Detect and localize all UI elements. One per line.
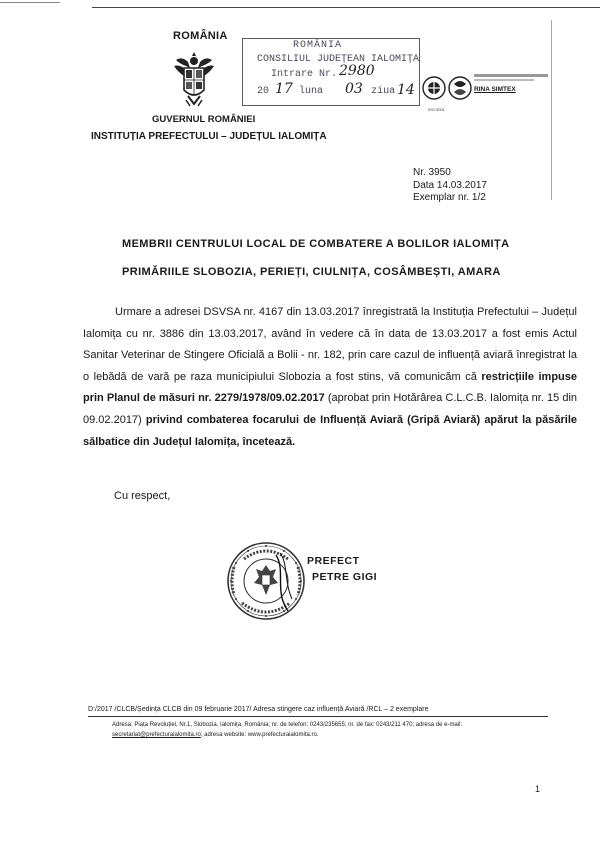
iso-label: ISO 9001 bbox=[428, 107, 445, 112]
stamp-entry-label: Intrare Nr. bbox=[271, 69, 338, 80]
coat-of-arms-icon bbox=[172, 50, 216, 108]
scan-artifact bbox=[92, 7, 600, 8]
handwritten-entry-number: 2980 bbox=[339, 63, 375, 79]
signatory-name: PETRE GIGI bbox=[312, 571, 378, 583]
stamp-council: CONSILIUL JUDEȚEAN IALOMIȚA bbox=[257, 54, 420, 65]
stamp-month-label: luna bbox=[299, 86, 324, 97]
institution-label: INSTITUȚIA PREFECTULUI – JUDEȚUL IALOMIȚA bbox=[91, 131, 327, 142]
body-text-2: (aprobat prin Hotărârea C.L.C.B. Ialomița nr. 15 din 09.02.2017) bbox=[83, 392, 578, 426]
signatory-title: PREFECT bbox=[307, 555, 360, 567]
closing-salutation: Cu respect, bbox=[114, 490, 171, 502]
registration-stamp bbox=[242, 38, 420, 106]
footer-address bbox=[112, 720, 548, 740]
handwritten-day: 14 bbox=[397, 82, 415, 98]
footer-divider bbox=[88, 716, 548, 717]
body-bold-1: restricțiile impuse prin Planul de măsuri nr. 2279/1978/09.02.2017 bbox=[83, 370, 577, 405]
page-number: 1 bbox=[535, 784, 541, 794]
reference-number: Nr. 3950 bbox=[413, 167, 451, 178]
handwritten-year: 17 bbox=[275, 81, 293, 97]
recipient-line-1: MEMBRII CENTRULUI LOCAL DE COMBATERE A BOLILOR IALOMIȚA bbox=[122, 238, 510, 250]
government-label: GUVERNUL ROMÂNIEI bbox=[152, 114, 256, 125]
body-paragraph bbox=[83, 302, 577, 453]
body-text-1: Urmare a adresei DSVSA nr. 4167 din 13.03.2017 înregistrată la Instituția Prefectului – Județul Ialomița cu nr. 3886 din 13.03.2017, având în vedere că în data de 13.03.2017 a fost emis Actul Sanitar Veterinar de Stingere Oficială a Bolii - nr. 182, prin care cazul de influență aviară înregistrat la o lebădă de vară pe raza municipiului Slobozia a fost stins, vă comunicăm că bbox=[83, 306, 577, 383]
file-path-note: D:/2017 /CLCB/Ședința CLCB din 09 februarie 2017/ Adresa stingere caz influență Aviară /RCL – 2 exemplare bbox=[88, 706, 429, 713]
scan-artifact bbox=[0, 2, 60, 3]
reference-block bbox=[413, 167, 487, 205]
scan-artifact bbox=[551, 20, 552, 200]
website-text: ; adresa website: www.prefecturaialomita.ro. bbox=[200, 732, 319, 738]
official-seal-icon bbox=[226, 541, 306, 621]
country-title: ROMÂNIA bbox=[173, 30, 228, 42]
email-link[interactable]: secretariat@prefecturaialomita.ro bbox=[112, 732, 201, 738]
body-bold-2: privind combaterea focarului de Influență Aviară (Gripă Aviară) apărut la păsările sălbatice din Județul Ialomița, încetează. bbox=[83, 413, 577, 448]
reference-copy: Exemplar nr. 1/2 bbox=[413, 192, 486, 203]
recipient-line-2: PRIMĂRIILE SLOBOZIA, PERIEȚI, CIULNIȚA, COSÂMBEȘTI, AMARA bbox=[122, 266, 501, 278]
stamp-year-prefix: 20 bbox=[257, 86, 270, 97]
handwritten-month: 03 bbox=[345, 81, 363, 97]
stamp-country: ROMÂNIA bbox=[293, 40, 343, 51]
address-line: Adresa: Piața Revoluției, Nr.1, Slobozia, Ialomița, România; nr. de telefon: 0243/235655; nr. de fax: 0243/211 470; adresa de e-mail: bbox=[112, 722, 463, 728]
reference-date: Data 14.03.2017 bbox=[413, 179, 487, 191]
stamp-day-label: ziua bbox=[371, 86, 396, 97]
certifier-name: RINA SIMTEX bbox=[474, 86, 516, 93]
